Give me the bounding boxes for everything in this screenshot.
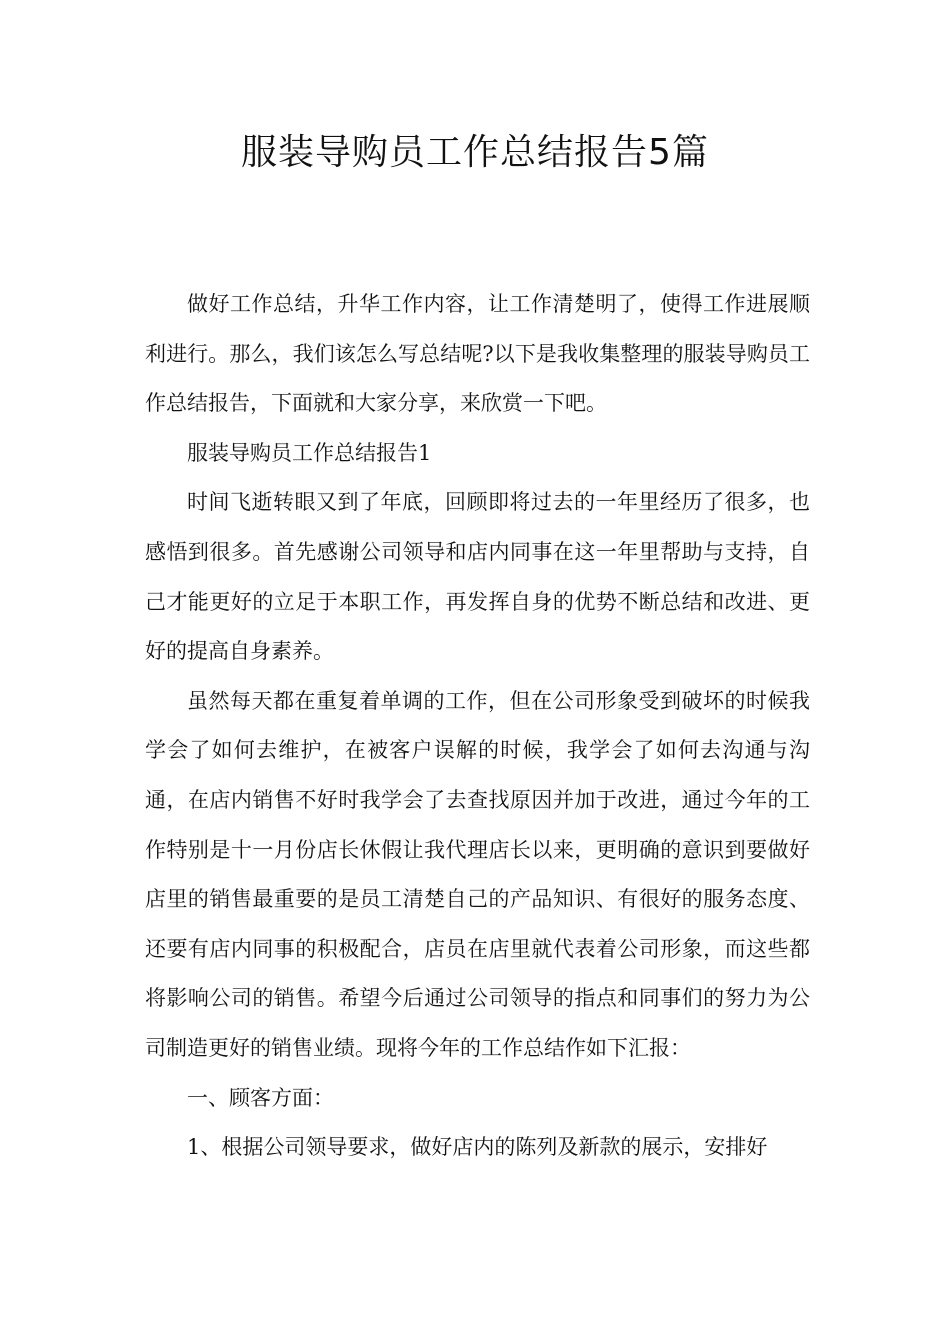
list-item-paragraph: 1、根据公司领导要求，做好店内的陈列及新款的展示，安排好 [187,1135,768,1160]
body-paragraph: 虽然每天都在重复着单调的工作，但在公司形象受到破坏的时候我学会了如何去维护，在被客户误解的时候，我学会了如何去沟通与沟通，在店内销售不好时我学会了去查找原因并加于改进，通过今年的工作特别是十一月份店长休假让我代理店长以来，更明确的意识到要做好店里的销售最重要的是员工清楚自己的产品知识、有很好的服务态度、还要有店内同事的积极配合，店员在店里就代表着公司形象，而这些都将影响公司的销售。希望今后通过公司领导的指点和同事们的努力为公司制造更好的销售业绩。现将今年的工作总结作如下汇报： [145,688,810,1060]
document-title: 服装导购员工作总结报告5篇 [241,132,709,173]
section-heading-report-1: 服装导购员工作总结报告1 [187,440,432,465]
body-paragraph: 时间飞逝转眼又到了年底，回顾即将过去的一年里经历了很多，也感悟到很多。首先感谢公司领导和店内同事在这一年里帮助与支持，自己才能更好的立足于本职工作，再发挥自身的优势不断总结和改进、更好的提高自身素养。 [145,490,810,664]
document-body [145,280,810,1173]
subsection-heading-customers: 一、顾客方面： [187,1085,334,1110]
intro-paragraph: 做好工作总结，升华工作内容，让工作清楚明了，使得工作进展顺利进行。那么，我们该怎么写总结呢?以下是我收集整理的服装导购员工作总结报告，下面就和大家分享，来欣赏一下吧。 [145,292,810,416]
